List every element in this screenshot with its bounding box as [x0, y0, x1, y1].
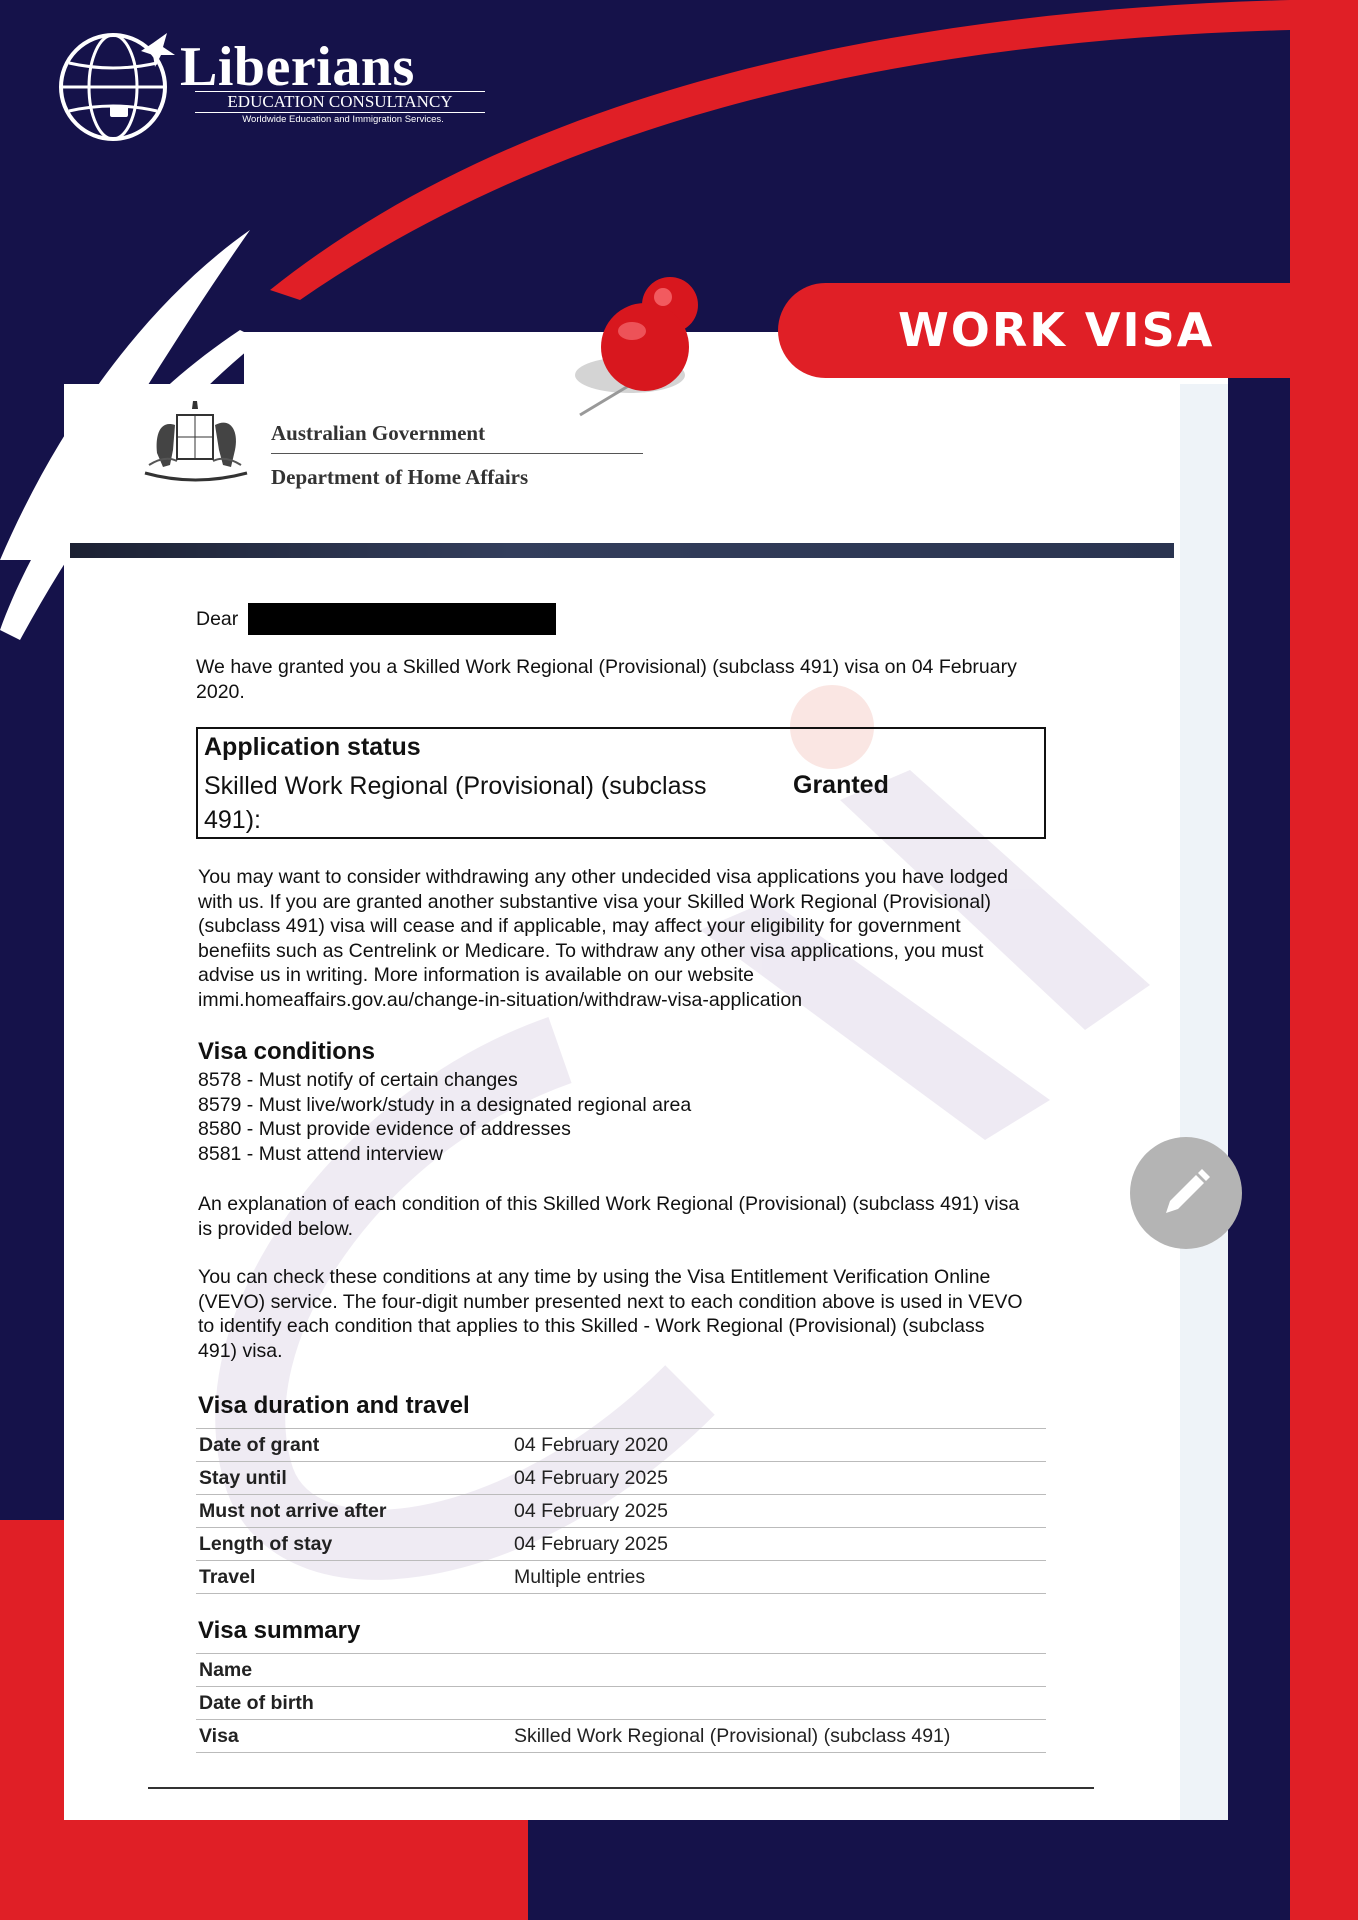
brand-subtitle: EDUCATION CONSULTANCY — [195, 91, 485, 113]
salutation: Dear — [196, 608, 239, 630]
explanation-paragraph: An explanation of each condition of this Skilled Work Regional (Provisional) (subclass 491) visa is provided below. — [198, 1193, 1020, 1240]
government-name: Australian Government — [271, 421, 486, 445]
intro-paragraph: We have granted you a Skilled Work Regional (Provisional) (subclass 491) visa on 04 February 2020. — [196, 656, 1017, 703]
row-key: Must not arrive after — [199, 1500, 387, 1522]
withdraw-paragraph: You may want to consider withdrawing any other undecided visa applications you have lodged with us. If you are granted another substantive visa your Skilled Work Regional (Provisional) (subclass 491) visa will cease and if applicable, may affect your eligibility for government benefiits such as Centrelink or Medicare. To withdraw any other visa applications, you must advise us in writing. More information is available on our website immi.homeaffairs.gov.au/change-in-situation/withdraw-visa-application — [198, 866, 1009, 1011]
row-value: 04 February 2025 — [514, 1467, 668, 1489]
row-key: Visa — [199, 1725, 239, 1747]
globe-plane-icon — [55, 25, 180, 150]
condition-item: 8579 - Must live/work/study in a designated regional area — [198, 1094, 692, 1116]
conditions-heading: Visa conditions — [198, 1038, 375, 1065]
vevo-paragraph: You can check these conditions at any time by using the Visa Entitlement Verification Online (VEVO) service. The four-digit number presented next to each condition above is used in VEVO to identify each condition that applies to this Skilled - Work Regional (Provisional) (subclass 491) visa. — [198, 1266, 1023, 1362]
row-key: Date of grant — [199, 1434, 320, 1456]
footer-rule — [148, 1787, 1094, 1789]
row-key: Name — [199, 1659, 253, 1681]
brand-name: Liberians — [180, 36, 415, 98]
row-key: Length of stay — [199, 1533, 333, 1555]
row-key: Stay until — [199, 1467, 287, 1489]
redacted-name — [248, 603, 556, 635]
status-title: Application status — [204, 733, 421, 761]
department-name: Department of Home Affairs — [271, 465, 529, 489]
coat-of-arms-icon — [135, 395, 260, 490]
application-status-box — [196, 727, 1046, 839]
brand-logo — [55, 25, 455, 155]
work-visa-banner — [778, 283, 1290, 378]
row-value: 04 February 2025 — [514, 1533, 668, 1555]
row-key: Travel — [199, 1566, 256, 1588]
status-value: Granted — [793, 771, 889, 799]
header-rule — [70, 543, 1174, 558]
table-row — [196, 1719, 1046, 1753]
condition-item: 8581 - Must attend interview — [198, 1143, 443, 1165]
table-row — [196, 1428, 1046, 1461]
row-value: 04 February 2025 — [514, 1500, 668, 1522]
row-value: 04 February 2020 — [514, 1434, 668, 1456]
edit-button[interactable] — [1130, 1137, 1242, 1249]
table-row — [196, 1560, 1046, 1594]
status-label: Skilled Work Regional (Provisional) (subclass 491): — [204, 772, 707, 834]
duration-table — [196, 1428, 1046, 1594]
table-row — [196, 1653, 1046, 1686]
table-row — [196, 1494, 1046, 1527]
row-value: Skilled Work Regional (Provisional) (subclass 491) — [514, 1725, 951, 1747]
header-divider — [271, 453, 643, 454]
table-row — [196, 1461, 1046, 1494]
condition-item: 8580 - Must provide evidence of addresses — [198, 1118, 571, 1140]
row-key: Date of birth — [199, 1692, 314, 1714]
table-row — [196, 1686, 1046, 1719]
summary-table — [196, 1653, 1046, 1753]
condition-item: 8578 - Must notify of certain changes — [198, 1069, 518, 1091]
brand-tagline: Worldwide Education and Immigration Services. — [242, 114, 444, 125]
paper-edge — [1180, 384, 1228, 1820]
row-value: Multiple entries — [514, 1566, 646, 1588]
duration-heading: Visa duration and travel — [198, 1392, 470, 1419]
pencil-icon — [1158, 1165, 1214, 1221]
summary-heading: Visa summary — [198, 1617, 361, 1644]
table-row — [196, 1527, 1046, 1560]
banner-label: WORK VISA — [898, 303, 1215, 357]
pushpin-icon — [560, 265, 760, 435]
